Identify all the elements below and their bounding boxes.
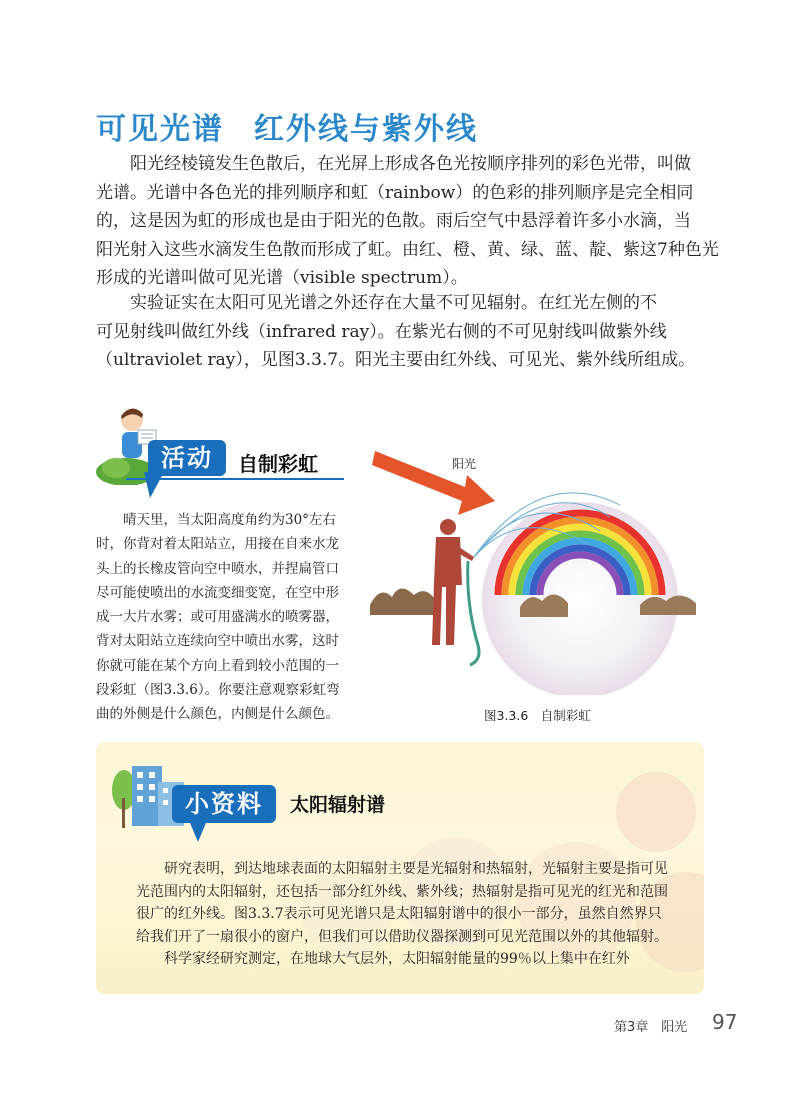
- section-title: [96, 104, 478, 148]
- intro-paragraph-1: [96, 150, 719, 293]
- sunlight-arrow-icon: [372, 451, 495, 515]
- page-number: 97: [712, 1010, 738, 1034]
- intro-paragraph-2: [96, 289, 706, 375]
- text-line: 科学家经研究测定，在地球大气层外，太阳辐射能量的99％以上集中在红外: [136, 951, 630, 967]
- text-line: 给我们开了一扇很小的窗户，但我们可以借助仪器探测到可见光范围以外的其他辐射。: [136, 928, 668, 945]
- activity-divider: [126, 478, 344, 480]
- title-part1: 可见光谱: [96, 112, 224, 147]
- info-badge: 小资料: [172, 785, 276, 823]
- text-line: 研究表明，到达地球表面的太阳辐射主要是光辐射和热辐射，光辐射主要是指可见: [136, 861, 668, 877]
- activity-badge: 活动: [148, 440, 226, 476]
- text-line: 形成的光谱叫做可见光谱（visible spectrum）。: [96, 268, 468, 288]
- text-line: 头上的长橡皮管向空中喷水，并捏扁管口: [96, 560, 339, 577]
- text-line: 光范围内的太阳辐射，还包括一部分红外线、紫外线；热辐射是指可见光的红光和范围: [136, 883, 668, 900]
- text-line: 尽可能使喷出的水流变细变宽，在空中形: [96, 584, 339, 601]
- text-line: 很广的红外线。图3.3.7表示可见光谱只是太阳辐射谱中的很小一部分，虽然自然界只: [136, 906, 662, 922]
- text-line: 光谱。光谱中各色光的排列顺序和虹（rainbow）的色彩的排列顺序是完全相同: [96, 182, 694, 203]
- text-line: 成一大片水雾；或可用盛满水的喷雾器，: [96, 609, 339, 626]
- activity-title: 自制彩虹: [238, 452, 318, 476]
- text-line: 实验证实在太阳可见光谱之外还存在大量不可见辐射。在红光左侧的不: [96, 293, 657, 313]
- hose-icon: [468, 561, 479, 665]
- text-line: 晴天里，当太阳高度角约为30°左右: [96, 512, 336, 528]
- activity-text: [96, 508, 361, 727]
- text-line: 的，这是因为虹的形成也是由于阳光的色散。雨后空气中悬浮着许多小水滴，当: [96, 211, 691, 231]
- text-line: 阳光经棱镜发生色散后，在光屏上形成各色光按顺序排列的彩色光带，叫做: [96, 154, 691, 174]
- info-title: 太阳辐射谱: [290, 794, 386, 816]
- info-text: [136, 858, 676, 971]
- text-line: 你就可能在某个方向上看到较小范围的一: [96, 657, 339, 674]
- title-part2: 红外线与紫外线: [254, 112, 478, 147]
- text-line: 曲的外侧是什么颜色，内侧是什么颜色。: [96, 706, 339, 723]
- sunlight-label: 阳光: [452, 457, 477, 471]
- text-line: 背对太阳站立连续向空中喷出水雾，这时: [96, 633, 339, 650]
- text-line: 可见射线叫做红外线（infrared ray）。在紫光右侧的不可见射线叫做紫外线: [96, 321, 667, 342]
- speech-tail-icon: [140, 472, 170, 502]
- text-line: 段彩虹（图3.3.6）。你要注意观察彩虹弯: [96, 682, 340, 699]
- figure-caption: 图3.3.6 自制彩虹: [484, 708, 591, 723]
- text-line: 时，你背对着太阳站立，用接在自来水龙: [96, 536, 339, 553]
- speech-tail-icon: [186, 818, 212, 844]
- chapter-label: 第3章 阳光: [614, 1020, 688, 1035]
- text-line: 阳光射入这些水滴发生色散而形成了虹。由红、橙、黄、绿、蓝、靛、紫这7种色光: [96, 239, 719, 260]
- rainbow-illustration: [370, 445, 700, 695]
- text-line: （ultraviolet ray），见图3.3.7。阳光主要由红外线、可见光、紫外线所组成。: [96, 350, 696, 370]
